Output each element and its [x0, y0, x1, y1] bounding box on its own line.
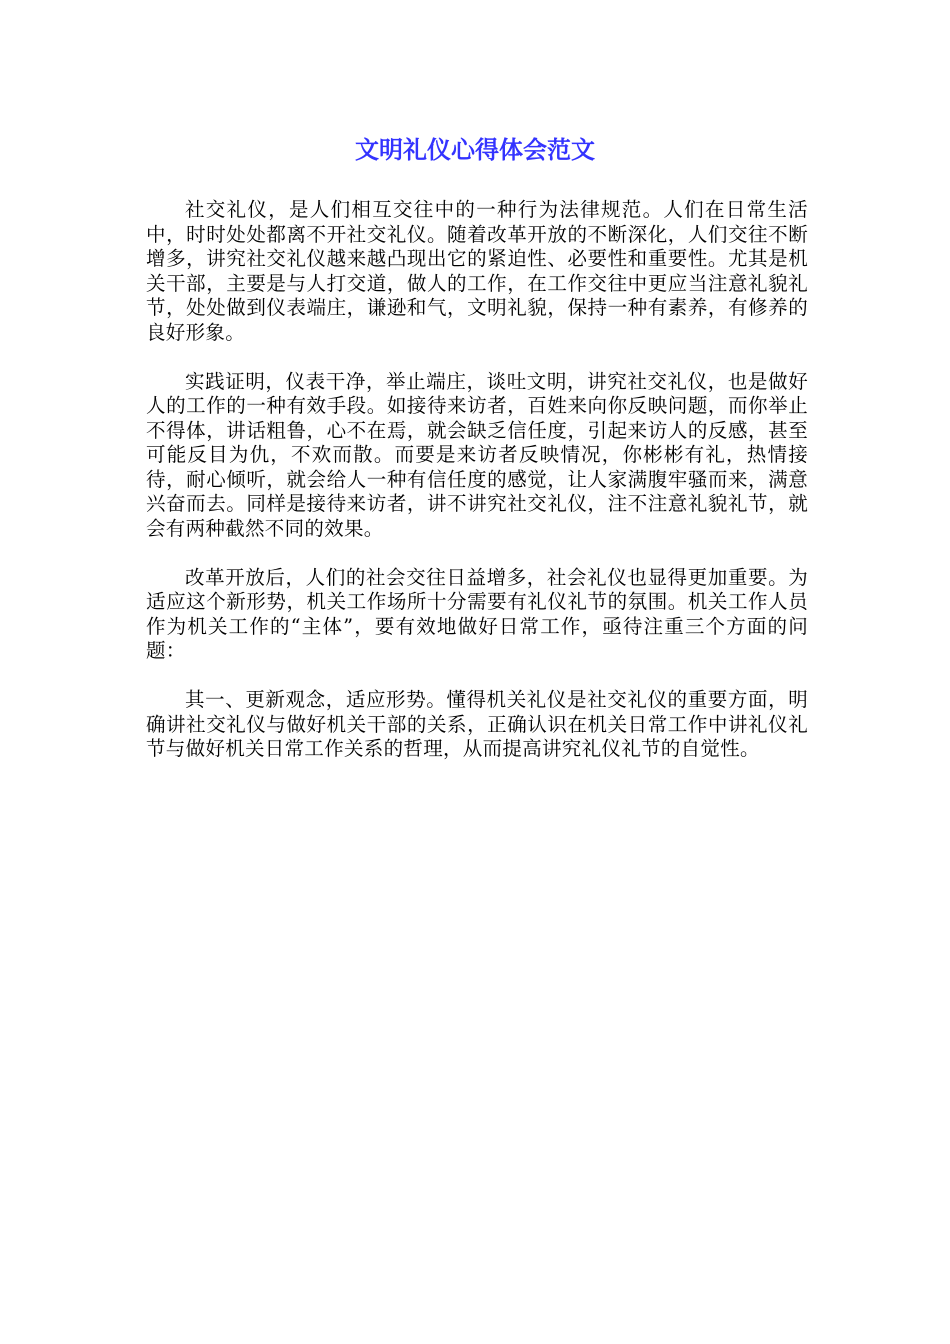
document-title: 文明礼仪心得体会范文	[355, 136, 595, 164]
paragraph-4: 其一、更新观念，适应形势。懂得机关礼仪是社交礼仪的重要方面，明确讲社交礼仪与做好机关干部的关系，正确认识在机关日常工作中讲礼仪礼节与做好机关日常工作关系的哲理，从而提高讲究礼仪礼节的自觉性。	[146, 688, 808, 760]
paragraph-1: 社交礼仪，是人们相互交往中的一种行为法律规范。人们在日常生活中，时时处处都离不开社交礼仪。随着改革开放的不断深化，人们交往不断增多，讲究社交礼仪越来越凸现出它的紧迫性、必要性和重要性。尤其是机关干部，主要是与人打交道，做人的工作，在工作交往中更应当注意礼貌礼节，处处做到仪表端庄，谦逊和气，文明礼貌，保持一种有素养，有修养的良好形象。	[146, 198, 808, 344]
paragraph-2: 实践证明，仪表干净，举止端庄，谈吐文明，讲究社交礼仪，也是做好人的工作的一种有效手段。如接待来访者，百姓来向你反映问题，而你举止不得体，讲话粗鲁，心不在焉，就会缺乏信任度，引起来访人的反感，甚至可能反目为仇，不欢而散。而要是来访者反映情况，你彬彬有礼，热情接待，耐心倾听，就会给人一种有信任度的感觉，让人家满腹牢骚而来，满意兴奋而去。同样是接待来访者，讲不讲究社交礼仪，注不注意礼貌礼节，就会有两种截然不同的效果。	[146, 369, 808, 540]
paragraph-3: 改革开放后，人们的社会交往日益增多，社会礼仪也显得更加重要。为适应这个新形势，机关工作场所十分需要有礼仪礼节的氛围。机关工作人员作为机关工作的“主体”，要有效地做好日常工作，亟待注重三个方面的问题：	[146, 565, 808, 662]
document-body	[146, 198, 808, 786]
